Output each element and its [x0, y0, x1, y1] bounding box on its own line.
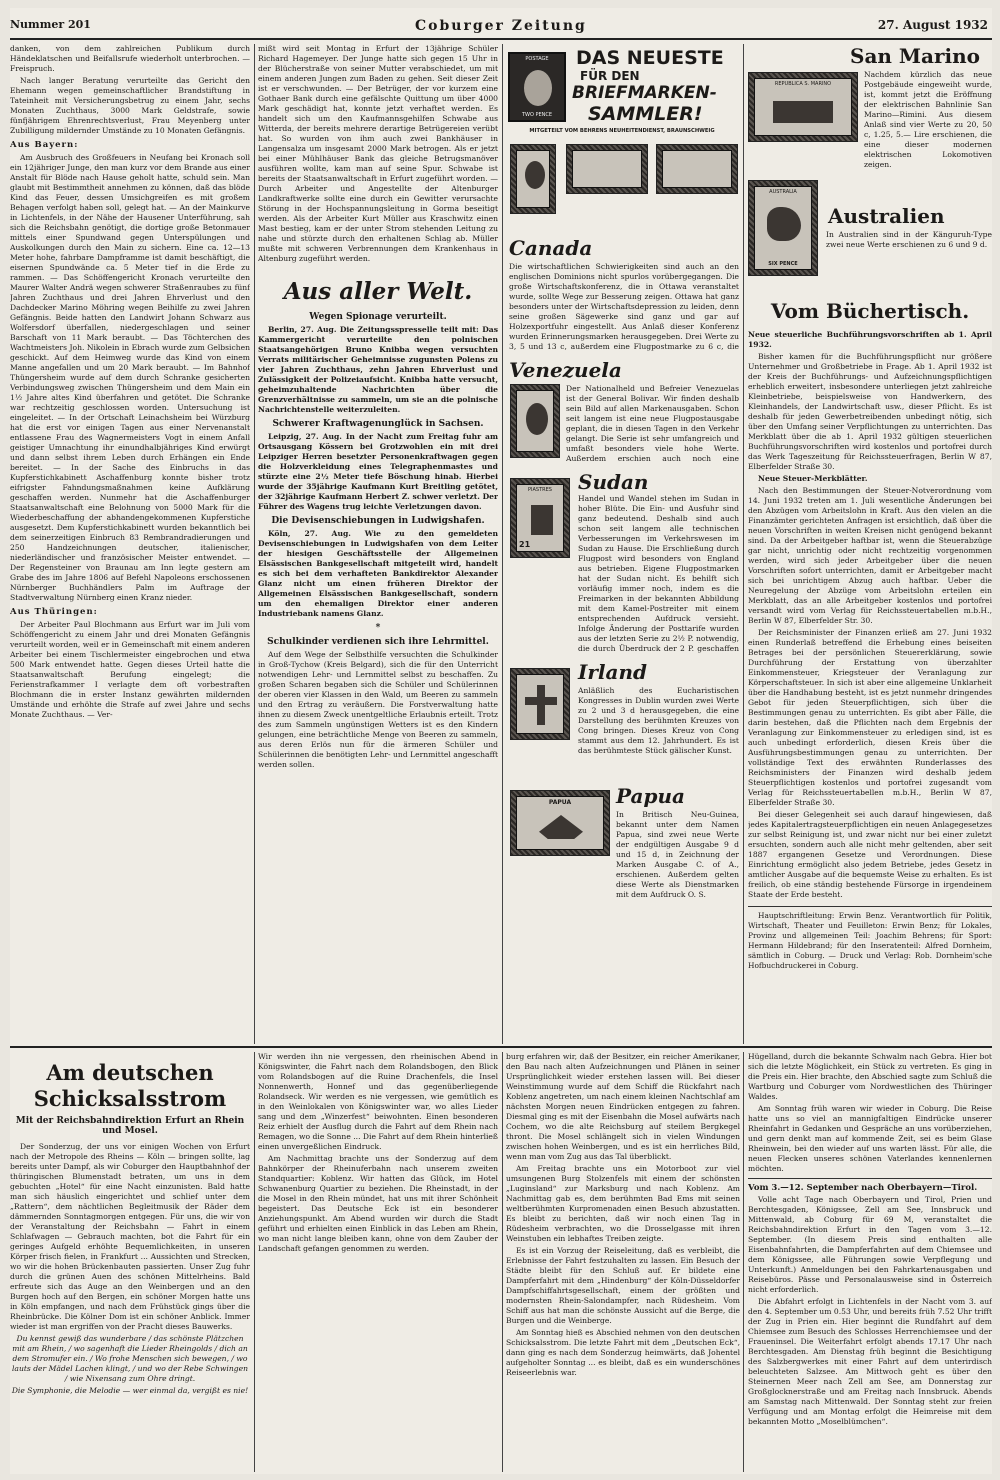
article-heading: Vom 3.—12. September nach Oberbayern—Tirol. [748, 1183, 978, 1193]
newspaper-page [10, 8, 992, 1474]
article-heading: Schwerer Kraftwagenunglück in Sachsen. [272, 419, 484, 429]
column-divider [502, 1052, 503, 1472]
article-body: Hügelland, durch die bekannte Schwalm nach Gebra. Hier bot sich die letzte Möglichkeit, ein Stück zu vertreten. Es ging in die Preis ein. Hier brachte, den Abschied sagte zum Schluß die Wartburg und Coburger vom Nordwestlichen des Thüringer Waldes. [748, 1052, 992, 1101]
venezuela-bolivar-stamp-icon [510, 384, 560, 458]
sanmarino-train-stamp-icon [748, 72, 858, 142]
feature-column-2 [258, 1052, 498, 1472]
article-body: Der Reichsminister der Finanzen erließ am 27. Juni 1932 einen Runderlaß betreffend die Erhebung eines beiseiten Betrages bei der persönlichen Steuererklärung, sowie Durchführung der Erstattung von überzahlter Einkommensteuer, Kriegsteuer der Veranlagung zur Körperschaftsteuer. In sich ist aber eine allgemeine Unklarheit über die Handhabung besteht, ist es jetzt nunmehr dringendes Gebot für jeden Steuerpflichtigen, sich über die Bestimmungen genau zu unterrichten. Es gibt aber Fälle, die darin bestehen, daß die Pflichten nach dem Ergebnis der Veranlagung zur Einkommensteuer zu erledigen sind, ist es auch unbedingt erforderlich, diesen Kreis über die Ausführungsbestimmungen genau zu unterrichten. Der vollständige Text des erwähnten Runderlasses des Reichsministers der Finanzen wird deshalb jedem Steuerpflichtigen kostenlos und portofrei zugesandt vom Verlag für Reichssteuertabellen m.b.H., Berlin W 87, Elberfelder Straße 30. [748, 628, 992, 807]
section-rule [10, 1046, 992, 1048]
article-body: In Britisch Neu-Guinea, bekannt unter dem Namen Papua, sind zwei neue Werte der endgültigen Ausgabe 9 d und 15 d, in Zeichnung der Marken Ausgabe C. of A., erschienen. Außerdem gelten diese Werte als Dienstmarken mit dem Aufdruck O. S. [616, 810, 739, 899]
article-body: Nachdem kürzlich das neue Postgebäude eingeweiht wurde, ist, kommt jetzt die Eröffnung der elektrischen Bahnlinie San Marino—Rimini. Aus diesem Anlaß sind vier Werte zu 20, 50 c, 1.25, 5.— Lire erschienen, die eine dieser modernen elektrischen Lokomotiven zeigen. [864, 70, 992, 169]
stamp-caption: PIASTRES [528, 487, 552, 493]
issue-number: Nummer 201 [10, 18, 91, 31]
country-heading-papua: Papua [616, 784, 685, 808]
column-divider [502, 44, 503, 1044]
stamp-caption: REPUBLICA S. MARINO [774, 81, 832, 87]
article-body: Anläßlich des Eucharistischen Kongresses in Dublin wurden zwei Werte zu 2 und 3 d herausgegeben, die eine Darstellung des berühmten Kreuzes von Cong bringen. Dieses Kreuz von Cong stammt aus dem 12. Jahrhundert. Es ist das berühmteste Stück gälischer Kunst. [578, 686, 739, 755]
article-heading: Wegen Spionage verurteilt. [309, 312, 447, 322]
ad-credit: MITGETEILT VOM BEHRENS NEUHEITENDIENST, BRAUNSCHWEIG [529, 128, 715, 134]
column-divider [743, 1052, 744, 1472]
article-body: Auf dem Wege der Selbsthilfe versuchten die Schulkinder in Groß-Tychow (Kreis Belgard), sich die für den Unterricht notwendigen Lehr- und Lernmittel selbst zu beschaffen. Zu großen Scharen begaben sich die Schüler und Schülerinnen der oberen vier Klassen in den Wald, um Beeren zu sammeln und den Ertrag zu veräußern. Die Forstverwaltung hatte ihnen zu diesem Zweck unentgeltliche Erlaubnis erteilt. Trotz des zum Sammeln ungünstigen Wetters ist es den Kindern gelungen, eine beträchtliche Menge von Beeren zu sammeln, aus deren Erlös nun für die ärmeren Schüler und Schülerinnen die benötigten Lehr- und Lernmittel angeschafft werden sollen. [258, 650, 498, 769]
section-title-aus-aller-welt: Aus aller Welt. [283, 278, 473, 305]
col2-para: mißt wird seit Montag in Erfurt der 13jährige Schüler Richard Hagemeyer. Der Junge hatte sich gegen 15 Uhr in der Blücherstraße von seiner Mutter verabschiedet, um mit einem anderen Jungen zum Baden zu gehen. Seit dieser Zeit ist er verschwunden. — Der Betrüger, der vor kurzem eine Gothaer Bank durch eine gefälschte Quittung um über 4000 Mark geschädigt hat, konnte jetzt verhaftet werden. Es handelt sich um den Kaufmannsgehilfen Schwabe aus Witterda, der bereits mehrere derartige Betrügereien verübt hat. So wurden von ihm auch zwei Bankhäuser in Langensalza um insgesamt 2000 Mark betrogen. Als er jetzt bei einer Mühlhäuser Bank das gleiche Betrugsmanöver ausführen wollte, kam man auf seine Spur. Schwabe ist bereits der Staatsanwaltschaft in Erfurt zugeführt worden. — Durch Arbeiter und Angestellte der Altenburger Landkraftwerke sollte eine durch ein Gewitter verursachte Störung in der Hochspannungsleitung in Gorma beseitigt werden. Als der Arbeiter Kurt Müller aus Kraschwitz einen Mast bestieg, kam er der unter Strom stehenden Leitung zu nahe und stürzte durch den erhaltenen Schlag ab. Müller mußte mit schweren Verbrennungen dem Krankenhaus in Altenburg zugeführt werden. [258, 44, 498, 263]
article-body: Bei dieser Gelegenheit sei auch darauf hingewiesen, daß jedes Kapitalertragsteuerpflichtigen ein neuen Anlagegesetzes zur selbst Reinigung ist, und zwar nicht nur bei einer zuletzt ersuchten, sondern auch alle nicht mehr geltenden, aber seit 1887 ergangenen Gesetze und Verordnungen. Diese Einrichtung ermöglicht also jedem Betriebe, jedes Gesetz in amtlicher Ausgabe auf die bequemste Weise zu erhalten. Es ist freilich, ob eine ständig bestehende Fürsorge in irgendeinem Staate der Erde besteht. [748, 810, 992, 899]
ad-headline: DAS NEUESTE [576, 47, 724, 69]
canada-airmail-stamp-icon [566, 144, 648, 194]
column-divider [743, 44, 744, 1044]
col1-para: Am Ausbruch des Großfeuers in Neufang bei Kronach soll ein 12jähriger Junge, den man kurz vor dem Brande aus einer Anstalt für Blöde nach Hause geholt hatte, schuld sein. Man glaubt mit Bestimmtheit annehmen zu können, daß das blöde Kind das Feuer, dessen Umsichgreifen es mit großem Behagen verfolgt haben soll, gelegt hat. — An der Mainkurve in Lichtenfels, in der Nähe der Hausener Unterführung, sah sich die Reichsbahn genötigt, die dortige große Betonmauer mittels einer Spundwand gegen Unterspülungen und Auskolkungen durch den Main zu sichern. Eine ca. 12—13 Meter hohe, fahrbare Dampframme ist damit beschäftigt, die eisernen Spundwände ca. 5 Meter tief in die Erde zu rammen. — Das Schöffengericht Kronach verurteilte den Maurer Walter Andrä wegen schwerer Straßenraubes zu fünf Jahren Zuchthaus und drei Jahren Ehrverlust und den Dachdecker Marino Möhring wegen Beihilfe zu zwei Jahren Gefängnis. Beide hatten den Landwirt Johann Schwarz aus Wolfersdorf überfallen, niedergeschlagen und seiner Barschaft von 11 Mark beraubt. — Das Töchterchen des Wachtmeisters Joh. Nikolein in Ebrach wurde zum Gelbsichen geschickt. Auf dem Heimweg wurde das Kind von einem Manne angefallen und um 20 Mark beraubt. — Im Bahnhof Thüngersheim wurde auf dem durch Schranke gesicherten Verbindungsweg zwischen Thüngersheim und dem Main ein 1½ Jahre altes Kind überfahren und getötet. Die Schranke war rechtzeitig geschlossen worden. Untersuchung ist eingeleitet. — In der Ortschaft Leinachsheim bei Würzburg hat die erst vor einigen Tagen aus einer Nervenanstalt entlassene Frau des Wagnermeisters Vogt in einem Anfall geistiger Umnachtung ihr einundhalbjähriges Kind erwürgt und dann selbst ihrem Leben durch Erhängen ein Ende bereitet. — In der Sache des Einbruchs in das Kupferstichkabinett Aschaffenburg konnte bisher trotz eifrigster Fahndungsmaßnahmen keine Aufklärung geschaffen werden. Nunmehr hat die Aschaffenburger Staatsanwaltschaft eine Belohnung von 5000 Mark für die Wiederbeschaffung der abhandengekommenen Kupferstiche ausgesetzt. Dem Kupferstichkabinett wurden bekanntlich bei dem seinerzeitigen Einbruch 83 Rembrandradierungen und 250 Handzeichnungen deutscher, italienischer, niederländischer und französischer Meister entwendet. — Der Regensteiner von Braunau am Inn legte gestern am Grabe des im Jahre 1806 auf Befehl Napoleons erschossenen Nürnberger Buchhändlers Palm im Auftrage der Stadtverwaltung Nürnberg einen Kranz nieder. [10, 153, 250, 602]
paper-title: Coburger Zeitung [415, 18, 587, 34]
canada-text [509, 262, 739, 352]
stamp-caption: AUSTRALIA [769, 189, 797, 195]
article-body: Am Sonntag hieß es Abschied nehmen von den deutschen Schicksalsstrom. Die letzte Fahrt mit dem „Deutschen Eck“, dann ging es nach dem Sonderzug heimwärts, daß Johentel aufgeholter Sonntag ... es bleibt, daß es ein wunderschönes Reiseerlebnis war. [506, 1328, 740, 1377]
column-divider [254, 1052, 255, 1472]
irland-text [578, 686, 739, 776]
poem: Du kennst gewiß das wunderbare / das schönste Plätzchen mit am Rhein, / wo sagenhaft die Lieder Rheingolds / dich an dem Stromufer ein. / Wo frohe Menschen sich bewegen, / wo lauts der Mädel Lachen klingt, / und wo der Rebe Schwingen / wie Nixensang zum Ohre dringt. [11, 1334, 248, 1383]
australia-kangaroo-stamp-icon [748, 180, 818, 276]
australien-text [826, 230, 992, 270]
feature-subheadline: Mit der Reichsbahndirektion Erfurt an Rhein und Mosel. [15, 1116, 245, 1136]
country-heading-australien: Australien [828, 204, 945, 228]
stamp-value: SIX PENCE [768, 261, 798, 267]
impressum: Hauptschriftleitung: Erwin Benz. Verantwortlich für Politik, Wirtschaft, Theater und Feuilleton: Erwin Benz; für Lokales, Provinz und allgemeinen Teil: Joachim Behrens; für Sport: Hermann Hildebrand; für den Inseratenteil: Alfred Dornheim, sämtlich in Coburg. — Druck und Verlag: Rob. Dornheim'sche Hofbuchdruckerei in Coburg. [748, 911, 992, 970]
sudan-camel-stamp-icon [510, 478, 570, 558]
feature-column-4 [748, 1052, 992, 1472]
issue-date: 27. August 1932 [877, 18, 988, 32]
stamp-value: 21 [519, 540, 531, 549]
article-body: Volle acht Tage nach Oberbayern und Tirol, Prien und Berchtesgaden, Königssee, Zell am See, Innsbruck und Mittenwald, ab Coburg für 69 M, veranstaltet die Reichsbahndirektion Erfurt in den Tagen vom 3.—12. September. (In diesem Preis sind enthalten alle Eisenbahnfahrten, die Dampferfahrten auf dem Chiemsee und dem Königssee, alle Führungen sowie Verpflegung und Unterkunft.) Anmeldungen bei den Fahrkartenausgaben und Reisebüros. Pässe und Personalausweise sind in Österreich nicht erforderlich. [748, 1195, 992, 1294]
article-heading: Die Devisenschiebungen in Ludwigshafen. [271, 516, 485, 526]
sanmarino-text [864, 70, 992, 202]
article-body: Am Nachmittag brachte uns der Sonderzug auf dem Bahnkörper der Rheinuferbahn nach unserem zweiten Standquartier: Koblenz. Wir hatten das Glück, im Hotel Schwanenburg Quartier zu beziehen. Die Rheinstadt, in der die Mosel in den Rhein mündet, hat uns mit ihrer Schönheit begeistert. Das Deutsche Eck ist ein besonderer Anziehungspunkt. Am Abend wurden wir durch die Stadt geführt und erhielten einen Einblick in das Leben am Rhein, wo man nicht lange bleiben kann, ohne von dem Zauber der Landschaft gefangen genommen zu werden. [258, 1154, 498, 1253]
section-heading-thueringen: Aus Thüringen: [10, 607, 98, 617]
country-heading-sanmarino: San Marino [850, 44, 981, 68]
article-body: Am Freitag brachte uns ein Motorboot zur viel umsungenen Burg Stolzenfels mit einem der schönsten „Luginsland“ zur Marksburg und nach Koblenz. Am Nachmittag gab es, dem berühmten Bad Ems mit seinen weltberühmten Kurpromenaden einen Besuch abzustatten. Es bleibt zu berichten, daß wir noch einen Tag in Rüdesheim verbrachten, wo die Drosselgasse mit ihren Weinstuben ein lebhaftes Treiben zeigte. [506, 1164, 740, 1243]
country-heading-canada: Canada [509, 236, 593, 260]
feature-column-3 [506, 1052, 740, 1472]
article-body: Der Nationalheld und Befreier Venezuelas ist der General Bolivar. Wir finden deshalb sein Bild auf allen Markenausgaben. Schon seit langem ist eine neue Flugpostausgabe geplant, die in diesen Tagen in den Verkehr gelangt. Die Serie ist sehr umfangreich und umfaßt besonders viele hohe Werte. Außerdem erschien auch noch eine [566, 384, 739, 463]
ad-headline: SAMMLER! [588, 103, 703, 125]
col1-para: Der Arbeiter Paul Blochmann aus Erfurt war im Juli vom Schöffengericht zu einem Jahr und drei Monaten Gefängnis verurteilt worden, weil er in Gemeinschaft mit einem anderen Arbeiter bei einem Tischlermeister eingebrochen und etwa 500 Mark entwendet hatte. Gegen dieses Urteil hatte die Staatsanwaltschaft Berufung eingelegt; die Ferienstrafkammer I verlagte dem oft vorbestraften Blochmann die in erster Instanz gewährten mildernden Umstände und erhöhte die Strafe auf zwei Jahre und sechs Monate Zuchthaus. — Ver- [10, 620, 250, 719]
stamp-caption: PAPUA [548, 799, 572, 806]
masthead [10, 8, 992, 40]
ad-headline: FÜR DEN [580, 69, 640, 83]
article-body: Am Sonntag früh waren wir wieder in Coburg. Die Reise hatte uns so viel an mannigfaltigen Eindrücke unserer Rheinfahrt in Gedanken und Gespräche an uns vorüberziehen, und gern denkt man auf kommende Zeit, sei es beim Glase Rheinwein, bei den wieder auf uns warten lässt. Für alle, die neuen Flecken unseres schönen Vaterlandes kennenlernen möchten. [748, 1104, 992, 1173]
venezuela-text [566, 384, 739, 464]
country-heading-venezuela: Venezuela [509, 358, 622, 382]
canada-stamp-icon [510, 144, 556, 214]
section-heading-bayern: Aus Bayern: [10, 140, 79, 150]
article-body: Wir werden ihn nie vergessen, den rheinischen Abend in Königswinter, die Fahrt nach dem Rolandsbogen, den Blick vom Rolandsbogen auf die Ruine Drachenfels, die Insel Nonnenwerth, Honnef und das gegenüberliegende Rolandseck. Wir werden es nie vergessen, wie gemütlich es in den Weinlokalen von Königswinter war, wo alles Lieder sang und dem „Winzerfest“ beiwohnten. Einen besonderen Reiz erhielt der Ausflug durch die Fahrt auf dem Rhein nach Remagen, wo die Sonne ... Die Fahrt auf dem Rhein hinterließ einen unvergeßlichen Eindruck. [258, 1052, 498, 1151]
article-body: Die Abfahrt erfolgt in Lichtenfels in der Nacht vom 3. auf den 4. September um 0.53 Uhr, und bereits früh 7.52 Uhr trifft der Zug in Prien ein. Hier beginnt die Rundfahrt auf dem Chiemsee zum Besuch des Schlosses Herrenchiemsee und der Fraueninsel. Die Weiterfahrt erfolgt abends 17.17 Uhr nach Berchtesgaden. Am Dienstag früh beginnt die Besichtigung des Salzbergwerkes mit einer Fahrt auf dem unterirdisch beleuchteten Salzsee. Am Mittwoch geht es über den Steinernen Meer nach Zell am See, am Donnerstag zur Großglocknerstraße und am Freitag nach Innsbruck. Abends am Samstag nach Mittenwald. Der Sonntag steht zur freien Verfügung und am Montag erfolgt die Heimreise mit dem bekannten Motto „Moselblümchen“. [748, 1297, 992, 1426]
article-heading: Neue steuerliche Buchführungsvorschriften ab 1. April 1932. [748, 330, 992, 349]
article-body: Handel und Wandel stehen im Sudan in hoher Blüte. Die Ein- und Ausfuhr sind ganz bedeutend. Deshalb sind auch schon seit langem alle technischen Verbesserungen im Verkehrswesen im Sudan zu Hause. Die Erschließung durch Flugpost wird besonders von England aus betrieben. Eigene Flugpostmarken hat der Sudan nicht. Es behilft sich vorläufig immer noch, indem es die Freimarken in der bekannten Abbildung mit dem Kamel-Postreiter mit einem entsprechenden Aufdruck versieht. Infolge Änderung der Posttarife wurden aus der letzten Serie zu 2½ P. notwendig, die durch Überdruck der 2 P. geschaffen [578, 494, 739, 653]
article-body: In Australien sind in der Känguruh-Type zwei neue Werte erschienen zu 6 und 9 d. [826, 230, 992, 249]
ireland-cross-stamp-icon [510, 668, 570, 740]
ad-headline: BRIEFMARKEN- [572, 83, 717, 103]
article-body: Es ist ein Vorzug der Reiseleitung, daß es verbleibt, die Erlebnisse der Fahrt festzuhalten zu lassen. Ein Besuch der Städte bleibt für den Schluß auf. Er bildete eine Dampferfahrt mit dem „Hindenburg“ der Köln-Düsseldorfer Dampfschiffahrtsgesellschaft, einem der größten und modernsten Rhein-Salondampfer, nach Rüdesheim. Vom Schiff aus hat man die schönste Aussicht auf die Berge, die Burgen und die Weinberge. [506, 1246, 740, 1325]
article-body: Die wirtschaftlichen Schwierigkeiten sind auch an den englischen Dominions nicht spurlos vorübergegangen. Die große Wirtschaftskonferenz, die in Ottawa veranstaltet wurde, sollte Wege zur Besserung zeigen. Ottawa hat ganz besonders unter der Wirtschaftsdepression zu leiden, denn seine großen Sägewerke sind ganz und gar auf Holzexportfuhr eingestellt. Aus Anlaß dieser Konferenz wurden Erinnerungsmarken herausgegeben. Drei Werte zu 3, 5 und 13 c, außerdem eine Flugpostmarke zu 6 c, die [509, 262, 739, 351]
papua-ship-stamp-icon [510, 790, 610, 856]
article-body: Bisher kamen für die Buchführungspflicht nur größere Unternehmer und Großbetriebe in Frage. Ab 1. April 1932 ist der Kreis der Buchführungs- und Aufzeichnungspflichtigen erheblich erweitert, insbesondere unterliegen jetzt zahlreiche Kleinbetriebe, beispielsweise von Handwerkern, des Kleinhandels, der Landwirtschaft usw., dieser Pflicht. Es ist deshalb für jeden Gewerbetreibenden unbedingt nötig, sich über den Umfang seiner Verpflichtungen zu unterrichten. Das Merkblatt über die ab 1. April 1932 gültigen steuerlichen Buchführungsvorschriften wird kostenlos und portofrei durch das Werk Tageszeitung für Reichssteuerfragen, Berlin W 87, Elberfelder Straße 30. [748, 352, 992, 471]
sudan-text [578, 494, 739, 654]
poem: Die Symphonie, die Melodie — wer einmal da, vergißt es nie! [11, 1386, 249, 1395]
article-body: Berlin, 27. Aug. Die Zeitungsspresselle teilt mit: Das Kammergericht verurteilte den polnischen Staatsangehörigen Bruno Knibba wegen versuchten Verrats militärischer Geheimnisse zugunsten Polens zu vier Jahren Zuchthaus, zehn Jahren Ehrverlust und Zulässigkeit der Polizeiaufsicht. Knibba hatte versucht, geheimzuhaltende Nachrichten über die Grenzverhältnisse zu sammeln, um sie an die polnische Nachrichtenstelle weiterzuleiten. [258, 325, 498, 414]
stamp-caption: TWO PENCE [521, 112, 553, 118]
article-body: burg erfahren wir, daß der Besitzer, ein reicher Amerikaner, den Bau nach alten Aufzeichnungen und Plänen in seiner Ursprünglichkeit wieder erstehen lassen will. Bei dieser Weinstimmung wurde auf dem Schiff die Rückfahrt nach Koblenz angetreten, um nach einem kleinen Nachtschlaf am nächsten Morgen neuen Eindrücken entgegen zu fahren. Diesmal ging es mit der Eisenbahn die Mosel aufwärts nach Cochem, wo die alte Reichsburg auf steilem Bergkegel thront. Die Mosel schlängelt sich in vielen Windungen zwischen hohen Weinbergen, und es ist ein herrliches Bild, wenn man vom Zug aus das Tal überblickt. [506, 1052, 740, 1161]
stamp-caption: POSTAGE [525, 56, 549, 62]
papua-text [616, 810, 739, 920]
column-2 [258, 44, 498, 1044]
article-heading: Neue Steuer-Merkblätter. [758, 474, 868, 483]
feature-headline: Am deutschen Schicksalsstrom [33, 1060, 227, 1111]
country-heading-irland: Irland [578, 660, 647, 684]
column-1 [10, 44, 250, 1044]
column-4 [748, 298, 992, 1038]
article-body: Nach den Bestimmungen der Steuer-Notverordnung vom 14. Juni 1932 treten am 1. Juli wesentliche Änderungen bei den Abzügen vom Arbeitslohn in Kraft. Aus den vielen an die Finanzämter gerichteten Anfragen ist ersichtlich, daß über die neuen Vorschriften in weiten Kreisen nicht genügend bekannt sind. Da der Arbeitgeber haftbar ist, wenn die Steuerabzüge gar nicht, unrichtig oder nicht rechtzeitig vorgenommen werden, wird sich jeder Arbeitgeber über die neuen Vorschriften sofort unterrichten, damit er Arbeitgeber macht sich bei unrichtigem Abzug auch haftbar. Ueber die Neuregelung der Abzüge vom Arbeitslohn erteilen ein Merkblatt, das an alle Arbeitgeber kostenlos und portofrei versandt wird vom Verlag für Reichssteuertabellen m.b.H., Berlin W 87, Elberfelder Str. 30. [748, 486, 992, 625]
canada-stamp-icon [656, 144, 738, 194]
country-heading-sudan: Sudan [578, 470, 649, 494]
article-body: Der Sonderzug, der uns vor einigen Wochen von Erfurt nach der Metropole des Rheins — Köln — bringen sollte, lag bereits unter Dampf, als wir Coburger den Hauptbahnhof der thüringischen Blumenstadt betraten, um uns in dem gebuchten „Hotel“ für eine Nacht einzunisten. Bald hatte man sich häuslich eingerichtet und schlief unter dem „Rattern“, dem nächtlichen Begleitmusik der Räder dem dämmernden Sonntagmorgen entgegen. Für uns, die wir von der Veranstaltung der Reichsbahn — Fahrt in einem Schlafwagen — Gebrauch machten, bot die Fahrt für ein geringes Aufgeld erhöhte Bequemlichkeiten, in unseren Körper frisch fielen, in Frankfurt ... Aussichten und Strecken, wo wir die hohen Brückenbauten passierten. Unser Zug fuhr durch die grünen Auen des schönen Mittelrheins. Bald erfreute sich das Auge an den Weinbergen und an den Burgen hoch auf den Bergen, ein schöner Morgen hatte uns in Köln empfangen, und nach dem Frühstück gings über die Rheinbrücke. Die Kölner Dom ist ein schöner Anblick. Immer wieder ist man ergriffen von der Pracht dieses Bauwerks. [10, 1142, 250, 1331]
portrait-oval-icon [524, 70, 552, 106]
separator-star: * [375, 623, 381, 633]
article-body: Leipzig, 27. Aug. In der Nacht zum Freitag fuhr am Ortsausgang Kössern bei Grotzwohlen ein mit drei Leipziger Herren besetzter Personenkraftwagen gegen die Holzverkleidung eines Telegraphenmastes und stürzte eine 2½ Meter tiefe Böschung hinab. Hierbei wurde der 35jährige Kaufmann Kurt Breitling getötet, der 32jährige Kaufmann Herbert Z. schwer verletzt. Der Führer des Wagens trug leichte Verletzungen davon. [258, 432, 498, 511]
column-divider [254, 44, 255, 1044]
feature-column-1 [10, 1052, 250, 1472]
stamp-portrait-icon [508, 52, 566, 122]
article-body: Köln, 27. Aug. Wie zu den gemeldeten Devisenschiebungen in Ludwigshafen von dem Leiter der hiesigen Geschäftsstelle der Allgemeinen Elsässischen Bankgesellschaft mitgeteilt wird, handelt es sich bei dem verhafteten Bankdirektor Alexander Glanz nicht um einen früheren Direktor der Allgemeinen Elsässischen Bankgesellschaft, sondern um den ehemaligen Direktor einer anderen Industriebank namens Glanz. [258, 529, 498, 618]
section-title-buechertisch: Vom Büchertisch. [770, 299, 970, 323]
col1-para: Nach langer Beratung verurteilte das Gericht den Ehemann wegen gemeinschaftlicher Brandstiftung in Tateinheit mit Versicherungsbetrug zu einem Jahr, sechs Monaten Zuchthaus, 3000 Mark Geldstrafe, sowie fünfjährigem Ehrenrechtsverlust, Frau Meyenberg unter Zubilligung mildernder Umstände zu 10 Monaten Gefängnis. [10, 76, 250, 135]
col1-lead: danken, von dem zahlreichen Publikum durch Händeklatschen und Beifallsrufe wiederholt unterbrochen. — Freispruch. [10, 44, 250, 73]
article-heading: Schulkinder verdienen sich ihre Lehrmittel. [267, 637, 489, 647]
